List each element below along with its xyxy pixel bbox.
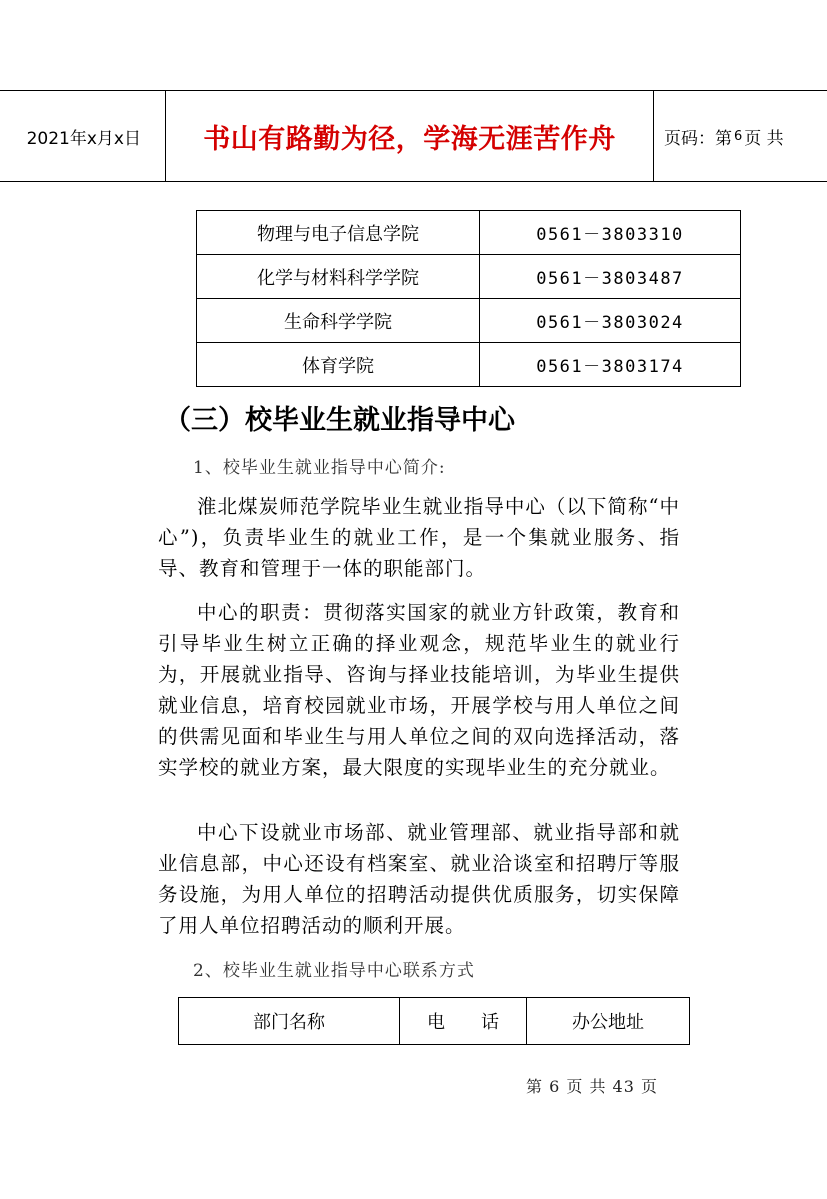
intro-paragraph: 淮北煤炭师范学院毕业生就业指导中心（以下简称“中心”)，负责毕业生的就业工作，是一个集就业服务、指导、教育和管理于一体的职能部门。 xyxy=(158,495,680,580)
section-title: （三）校毕业生就业指导中心 xyxy=(164,405,515,436)
dept-phone-cell: 0561－3803310 xyxy=(480,211,741,255)
header-motto: 书山有路勤为径，学海无涯苦作舟 xyxy=(166,91,654,181)
header-page-info xyxy=(654,91,827,181)
header-page-suffix: 页 共 xyxy=(744,128,784,149)
col-header-dept: 部门名称 xyxy=(179,998,400,1045)
page-header xyxy=(0,90,827,182)
subsection-intro-heading: 1、校毕业生就业指导中心简介: xyxy=(193,458,446,478)
dept-name-cell: 物理与电子信息学院 xyxy=(197,211,480,255)
dept-name-cell: 体育学院 xyxy=(197,343,480,387)
duties-paragraph: 中心的职责：贯彻落实国家的就业方针政策，教育和引导毕业生树立正确的择业观念，规范毕业生的就业行为，开展就业指导、咨询与择业技能培训，为毕业生提供就业信息，培育校园就业市场，开展学校与用人单位之间的供需见面和毕业生与用人单位之间的双向选择活动，落实学校的就业方案，最大限度的实现毕业生的充分就业。 xyxy=(158,601,680,779)
table-row xyxy=(197,299,741,343)
contact-table xyxy=(178,997,690,1045)
dept-name-cell: 化学与材料科学学院 xyxy=(197,255,480,299)
table-row xyxy=(197,343,741,387)
table-header-row xyxy=(179,998,690,1045)
dept-phone-cell: 0561－3803174 xyxy=(480,343,741,387)
dept-name-cell: 生命科学学院 xyxy=(197,299,480,343)
subsection-contact-heading: 2、校毕业生就业指导中心联系方式 xyxy=(193,961,475,981)
col-header-phone: 电 话 xyxy=(400,998,527,1045)
department-phone-table xyxy=(196,210,741,387)
departments-paragraph: 中心下设就业市场部、就业管理部、就业指导部和就业信息部，中心还设有档案室、就业洽谈室和招聘厅等服务设施，为用人单位的招聘活动提供优质服务，切实保障了用人单位招聘活动的顺利开展。 xyxy=(158,821,680,937)
table-row xyxy=(197,255,741,299)
page-footer: 第 6 页 共 43 页 xyxy=(526,1077,658,1096)
header-page-prefix: 页码：第 xyxy=(664,128,732,149)
col-header-address: 办公地址 xyxy=(527,998,690,1045)
header-date: 2021年x月x日 xyxy=(0,91,166,181)
table-row xyxy=(197,211,741,255)
dept-phone-cell: 0561－3803024 xyxy=(480,299,741,343)
dept-phone-cell: 0561－3803487 xyxy=(480,255,741,299)
header-page-number: 6 xyxy=(734,128,743,144)
